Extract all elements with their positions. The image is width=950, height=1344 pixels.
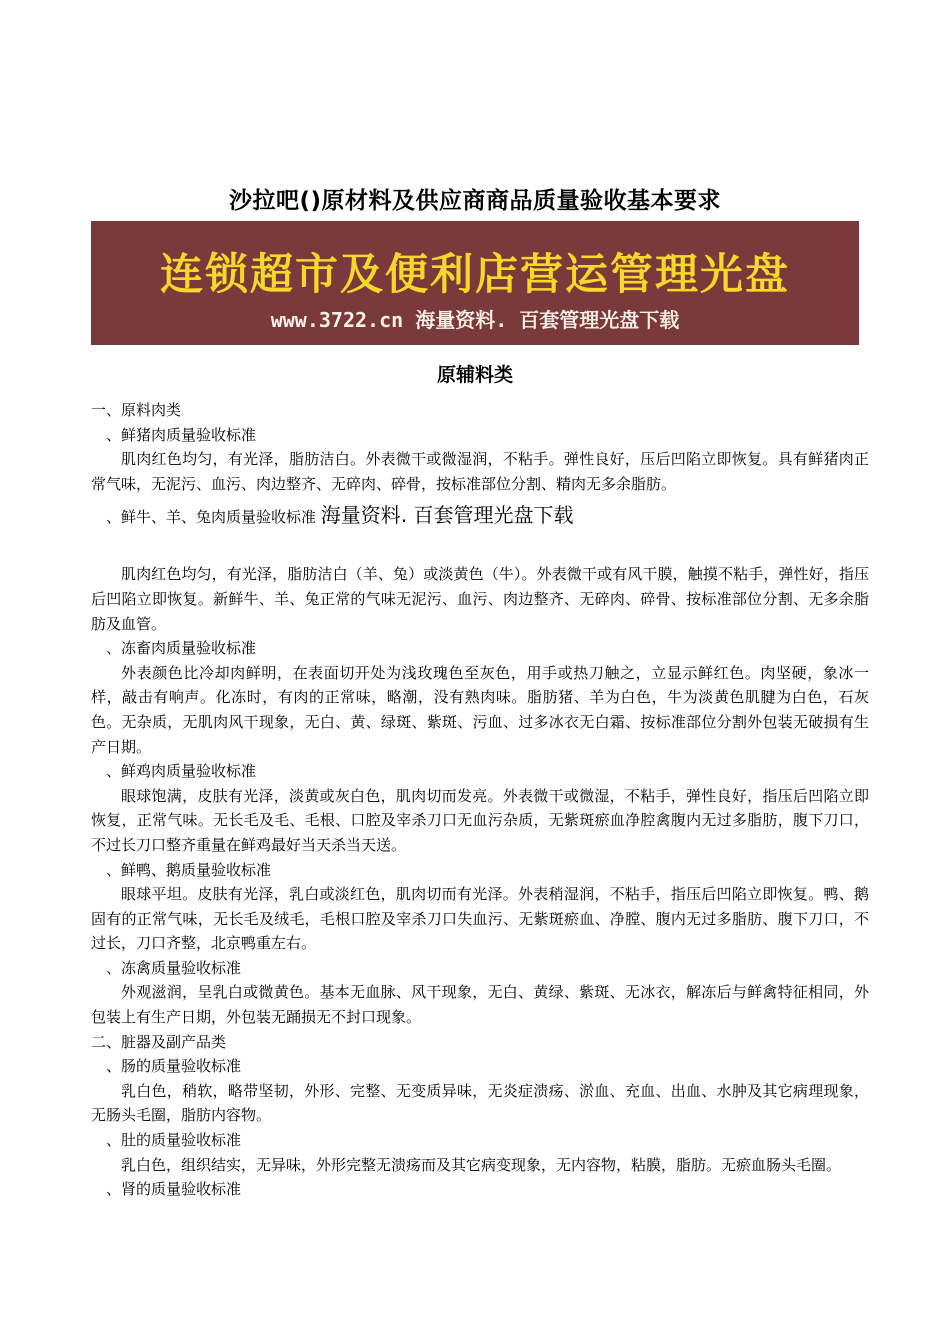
- subheading-frozen-meat: 、冻畜肉质量验收标准: [106, 639, 257, 658]
- subheading-intestine: 、肠的质量验收标准: [106, 1057, 242, 1076]
- paragraph-chicken: 眼球饱满，皮肤有光泽，淡黄或灰白色，肌肉切而发亮。外表微干或微湿，不粘手，弹性良好，指压后凹陷立即恢复，正常气味。无长毛及毛、毛根、口腔及宰杀刀口无血污杂质，无紫斑瘀血净腔禽腹内无过多脂肪，腹下刀口，不过长刀口整齐重量在鲜鸡最好当天杀当天送。: [91, 786, 869, 854]
- section-title: 原辅料类: [436, 364, 513, 386]
- paragraph-tripe: 乳白色，组织结实，无异味，外形完整无溃疡而及其它病变现象，无内容物，粘膜，脂肪。无瘀血肠头毛圈。: [121, 1155, 842, 1174]
- subheading-frozen-poultry: 、冻禽质量验收标准: [106, 958, 242, 977]
- subheading-pork: 、鲜猪肉质量验收标准: [106, 425, 257, 444]
- subheading-beef-row: [91, 496, 869, 534]
- document-body: [91, 398, 869, 1202]
- heading-1: 一、原料肉类: [91, 401, 182, 419]
- paragraph-pork: 肌肉红色均匀，有光泽，脂肪洁白。外表微干或微湿润，不粘手。弹性良好，压后凹陷立即恢复。具有鲜猪肉正常气味，无泥污、血污、肉边整齐、无碎肉、碎骨，按标准部位分割、精肉无多余脂肪。: [91, 450, 869, 493]
- document-title: 沙拉吧()原材料及供应商商品质量验收基本要求: [228, 188, 722, 214]
- paragraph-frozen-meat: 外表颜色比冷却肉鲜明，在表面切开处为浅玫瑰色至灰色，用手或热刀触之，立显示鲜红色。肉坚硬，象冰一样，敲击有响声。化冻时，有肉的正常味，略潮，没有熟肉味。脂肪猪、羊为白色，牛为淡黄色肌腱为白色，石灰色。无杂质，无肌肉风干现象，无白、黄、绿斑、紫斑、污血、过多冰衣无白霜、按标准部位分割外包装无破损有生产日期。: [91, 663, 869, 756]
- banner-image: [91, 221, 859, 345]
- subheading-beef: 、鲜牛、羊、兔肉质量验收标准: [106, 508, 317, 527]
- subheading-kidney: 、肾的质量验收标准: [106, 1180, 242, 1199]
- paragraph-beef: 肌肉红色均匀，有光泽，脂肪洁白（羊、兔）或淡黄色（牛）。外表微干或有风干膜，触摸不粘手，弹性好，指压后凹陷立即恢复。新鲜牛、羊、兔正常的气味无泥污、血污、肉边整齐、无碎肉、碎骨、按标准部位分割、无多余脂肪及血管。: [91, 565, 869, 633]
- paragraph-intestine: 乳白色，稍软，略带坚韧，外形、完整、无变质异味，无炎症溃疡、淤血、充血、出血、水肿及其它病理现象，无肠头毛圈，脂肪内容物。: [91, 1081, 869, 1125]
- paragraph-duck: 眼球平坦。皮肤有光泽，乳白或淡红色，肌肉切而有光泽。外表稍湿润，不粘手，指压后凹陷立即恢复。鸭、鹅固有的正常气味，无长毛及绒毛，毛根口腔及宰杀刀口失血污、无紫斑瘀血、净膛、腹内无过多脂肪、腹下刀口，不过长，刀口齐整，北京鸭重左右。: [91, 885, 869, 953]
- banner-sub-text: www.3722.cn 海量资料. 百套管理光盘下载: [270, 308, 680, 332]
- spacer: [91, 534, 869, 562]
- paragraph-frozen-poultry: 外观滋润，呈乳白或微黄色。基本无血脉、风干现象，无白、黄绿、紫斑、无冰衣，解冻后与鲜禽特征相同，外包装上有生产日期，外包装无踊损无不封口现象。: [91, 983, 869, 1027]
- banner-main-text: 连锁超市及便利店营运管理光盘: [160, 250, 790, 300]
- subheading-chicken: 、鲜鸡肉质量验收标准: [106, 762, 257, 781]
- subheading-tripe: 、肚的质量验收标准: [106, 1131, 242, 1150]
- heading-2: 二、脏器及副产品类: [91, 1032, 227, 1051]
- inline-ad-text: 海量资料. 百套管理光盘下载: [320, 503, 574, 528]
- subheading-duck: 、鲜鸭、鹅质量验收标准: [106, 860, 272, 879]
